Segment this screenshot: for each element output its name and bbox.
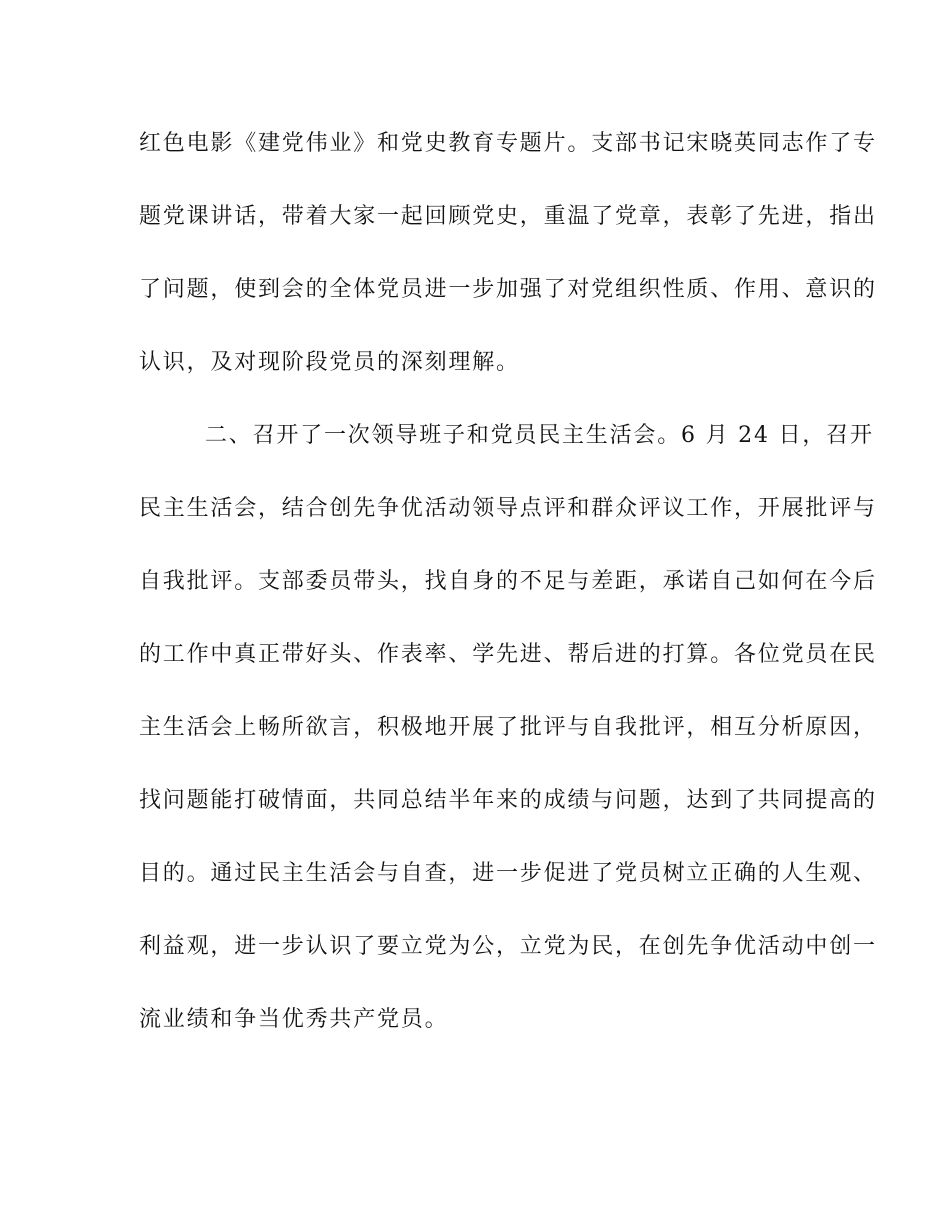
text-line: 找问题能打破情面，共同总结半年来的成绩与问题，达到了共同提高的 bbox=[139, 788, 877, 813]
text-line: 题党课讲话，带着大家一起回顾党史，重温了党章，表彰了先进，指出 bbox=[139, 204, 877, 229]
text-line: 了问题，使到会的全体党员进一步加强了对党组织性质、作用、意识的 bbox=[139, 277, 877, 302]
text-line: 红色电影《建党伟业》和党史教育专题片。支部书记宋晓英同志作了专 bbox=[139, 131, 877, 156]
text-line: 目的。通过民主生活会与自查，进一步促进了党员树立正确的人生观、 bbox=[139, 861, 877, 886]
text-line: 认识，及对现阶段党员的深刻理解。 bbox=[139, 350, 520, 375]
text-line: 自我批评。支部委员带头，找自身的不足与差距，承诺自己如何在今后 bbox=[139, 569, 877, 594]
text-line: 流业绩和争当优秀共产党员。 bbox=[139, 1007, 449, 1032]
text-line: 利益观，进一步认识了要立党为公，立党为民，在创先争优活动中创一 bbox=[139, 934, 877, 959]
text-line: 主生活会上畅所欲言，积极地开展了批评与自我批评，相互分析原因， bbox=[139, 715, 877, 740]
text-line: 民主生活会，结合创先争优活动领导点评和群众评议工作，开展批评与 bbox=[139, 496, 877, 521]
text-line: 的工作中真正带好头、作表率、学先进、帮后进的打算。各位党员在民 bbox=[139, 642, 877, 667]
paragraph-start-line: 二、召开了一次领导班子和党员民主生活会。6 月 24 日，召开 bbox=[205, 423, 874, 448]
